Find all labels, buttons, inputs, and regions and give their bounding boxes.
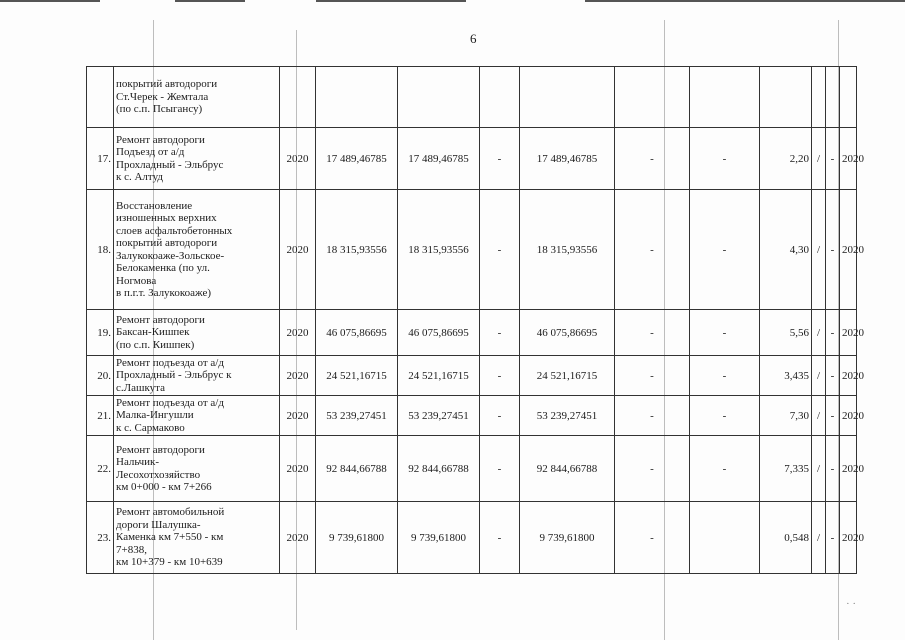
cost-col-6: - <box>690 396 760 436</box>
dash-mark: - <box>826 128 840 190</box>
cost-col-5: - <box>615 190 690 310</box>
length-km: 5,56 <box>760 310 812 356</box>
cost-col-3: - <box>480 128 520 190</box>
cost-col-4: 92 844,66788 <box>520 436 615 502</box>
length-km: 7,30 <box>760 396 812 436</box>
object-name: Ремонт автодороги Подъезд от а/д Прохладный - Эльбрус к с. Алтуд <box>114 128 280 190</box>
empty-cell <box>840 67 857 128</box>
cost-col-6: - <box>690 356 760 396</box>
scan-edge-line <box>175 0 245 2</box>
row-number: 22. <box>87 436 114 502</box>
empty-cell <box>480 67 520 128</box>
total-cost: 53 239,27451 <box>316 396 398 436</box>
cost-col-6: - <box>690 190 760 310</box>
empty-cell <box>760 67 812 128</box>
cost-col-4: 46 075,86695 <box>520 310 615 356</box>
empty-cell <box>316 67 398 128</box>
slash-mark: / <box>812 396 826 436</box>
end-year: 2020 <box>840 356 857 396</box>
cost-col-3: - <box>480 356 520 396</box>
cost-col-5: - <box>615 356 690 396</box>
empty-cell <box>615 67 690 128</box>
end-year: 2020 <box>840 310 857 356</box>
scan-edge-line <box>0 0 100 2</box>
total-cost: 46 075,86695 <box>316 310 398 356</box>
cost-col-5: - <box>615 502 690 574</box>
slash-mark: / <box>812 310 826 356</box>
slash-mark: / <box>812 356 826 396</box>
cost-col-4: 17 489,46785 <box>520 128 615 190</box>
table-row <box>87 502 857 574</box>
end-year: 2020 <box>840 128 857 190</box>
dash-mark: - <box>826 190 840 310</box>
cost-col-2: 53 239,27451 <box>398 396 480 436</box>
row-number: 21. <box>87 396 114 436</box>
cost-col-2: 46 075,86695 <box>398 310 480 356</box>
cost-col-3: - <box>480 502 520 574</box>
length-km: 3,435 <box>760 356 812 396</box>
total-cost: 24 521,16715 <box>316 356 398 396</box>
page-number: 6 <box>470 31 477 46</box>
start-year: 2020 <box>280 436 316 502</box>
cost-col-3: - <box>480 396 520 436</box>
length-km: 2,20 <box>760 128 812 190</box>
object-name: Ремонт подъезда от а/д Малка-Ингушли к с. Сармаково <box>114 396 280 436</box>
cost-col-5: - <box>615 436 690 502</box>
table-row <box>87 67 857 128</box>
table-row <box>87 310 857 356</box>
cost-col-2: 18 315,93556 <box>398 190 480 310</box>
empty-cell <box>520 67 615 128</box>
end-year: 2020 <box>840 502 857 574</box>
object-name: Ремонт автодороги Баксан-Кишпек (по с.п. Кишпек) <box>114 310 280 356</box>
scan-speck: · · <box>846 598 857 610</box>
object-name: Ремонт автомобильной дороги Шалушка- Каменка км 7+550 - км 7+838, км 10+379 - км 10+639 <box>114 502 280 574</box>
row-number: 23. <box>87 502 114 574</box>
cost-col-4: 24 521,16715 <box>520 356 615 396</box>
cost-col-5: - <box>615 310 690 356</box>
start-year: 2020 <box>280 356 316 396</box>
table-row <box>87 396 857 436</box>
end-year: 2020 <box>840 436 857 502</box>
cost-col-2: 17 489,46785 <box>398 128 480 190</box>
slash-mark: / <box>812 190 826 310</box>
end-year: 2020 <box>840 190 857 310</box>
cost-col-5: - <box>615 128 690 190</box>
cost-col-3: - <box>480 190 520 310</box>
dash-mark: - <box>826 396 840 436</box>
start-year: 2020 <box>280 502 316 574</box>
cost-col-4: 9 739,61800 <box>520 502 615 574</box>
object-name: Восстановление изношенных верхних слоев асфальтобетонных покрытий автодороги Залукокоаже-Зольское- Белокаменка (по ул. Ногмова в п.г.т. Залукокоаже) <box>114 190 280 310</box>
cost-col-2: 24 521,16715 <box>398 356 480 396</box>
total-cost: 9 739,61800 <box>316 502 398 574</box>
length-km: 4,30 <box>760 190 812 310</box>
empty-cell <box>812 67 826 128</box>
row-number <box>87 67 114 128</box>
table-row <box>87 190 857 310</box>
length-km: 0,548 <box>760 502 812 574</box>
empty-cell <box>280 67 316 128</box>
total-cost: 92 844,66788 <box>316 436 398 502</box>
road-repair-table <box>86 66 864 574</box>
row-number: 17. <box>87 128 114 190</box>
start-year: 2020 <box>280 396 316 436</box>
total-cost: 18 315,93556 <box>316 190 398 310</box>
row-number: 20. <box>87 356 114 396</box>
slash-mark: / <box>812 502 826 574</box>
slash-mark: / <box>812 128 826 190</box>
cost-col-2: 92 844,66788 <box>398 436 480 502</box>
object-name: Ремонт автодороги Нальчик- Лесохотхозяйство км 0+000 - км 7+266 <box>114 436 280 502</box>
empty-cell <box>690 67 760 128</box>
length-km: 7,335 <box>760 436 812 502</box>
object-name: покрытий автодороги Ст.Черек - Жемтала (по с.п. Псыгансу) <box>114 67 280 128</box>
cost-col-3: - <box>480 310 520 356</box>
table-row <box>87 128 857 190</box>
total-cost: 17 489,46785 <box>316 128 398 190</box>
cost-col-6 <box>690 502 760 574</box>
row-number: 19. <box>87 310 114 356</box>
empty-cell <box>398 67 480 128</box>
dash-mark: - <box>826 502 840 574</box>
cost-col-3: - <box>480 436 520 502</box>
scan-edge-line <box>585 0 905 2</box>
dash-mark: - <box>826 310 840 356</box>
scan-edge-line <box>316 0 466 2</box>
cost-col-6: - <box>690 128 760 190</box>
start-year: 2020 <box>280 128 316 190</box>
empty-cell <box>826 67 840 128</box>
cost-col-4: 53 239,27451 <box>520 396 615 436</box>
dash-mark: - <box>826 356 840 396</box>
table-row <box>87 436 857 502</box>
start-year: 2020 <box>280 310 316 356</box>
dash-mark: - <box>826 436 840 502</box>
start-year: 2020 <box>280 190 316 310</box>
cost-col-4: 18 315,93556 <box>520 190 615 310</box>
slash-mark: / <box>812 436 826 502</box>
row-number: 18. <box>87 190 114 310</box>
cost-col-2: 9 739,61800 <box>398 502 480 574</box>
cost-col-5: - <box>615 396 690 436</box>
cost-col-6: - <box>690 310 760 356</box>
object-name: Ремонт подъезда от а/д Прохладный - Эльбрус к с.Лашкута <box>114 356 280 396</box>
table-row <box>87 356 857 396</box>
end-year: 2020 <box>840 396 857 436</box>
cost-col-6: - <box>690 436 760 502</box>
